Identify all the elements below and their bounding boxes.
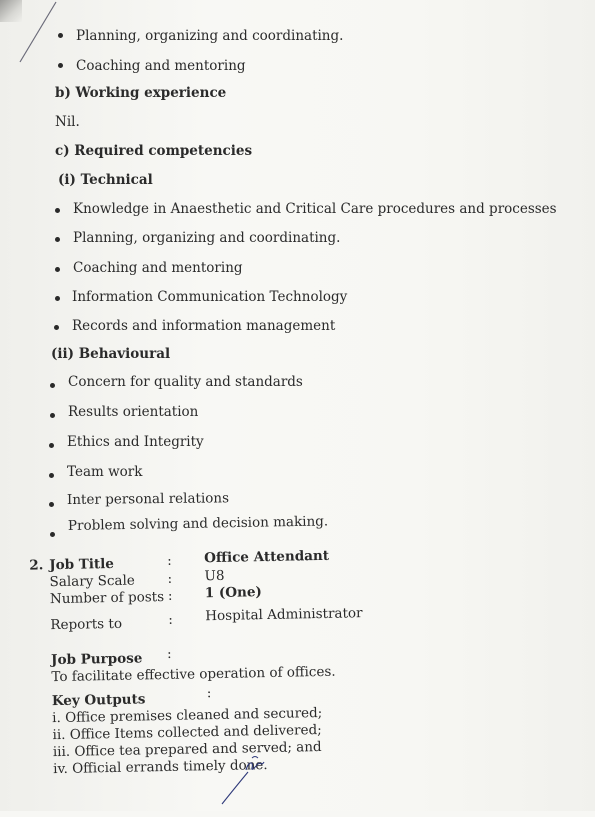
behavioural-heading: (ii) Behavioural bbox=[51, 346, 171, 362]
list-item: Results orientation bbox=[68, 404, 199, 420]
working-experience-heading: b) Working experience bbox=[55, 85, 227, 101]
list-item: Information Communication Technology bbox=[72, 289, 348, 305]
job-purpose-colon: : bbox=[166, 645, 172, 662]
handwritten-signature bbox=[218, 752, 268, 808]
key-output-item: iv. Official errands timely done. bbox=[53, 757, 268, 778]
list-item: Concern for quality and standards bbox=[68, 374, 303, 390]
list-item: Planning, organizing and coordinating. bbox=[76, 28, 344, 44]
list-item: Knowledge in Anaesthetic and Critical Care procedures and processes bbox=[73, 201, 557, 217]
job-title-label: Job Title bbox=[49, 555, 115, 574]
job-purpose-heading: Job Purpose bbox=[50, 650, 143, 669]
list-item: Records and information management bbox=[72, 318, 336, 334]
number-of-posts-value: 1 (One) bbox=[204, 584, 263, 602]
list-item: Coaching and mentoring bbox=[76, 58, 246, 74]
working-experience-text: Nil. bbox=[55, 114, 80, 130]
list-item: Coaching and mentoring bbox=[73, 260, 243, 276]
list-item: Team work bbox=[67, 464, 143, 480]
list-item: Ethics and Integrity bbox=[67, 434, 204, 450]
reports-to-label: Reports to bbox=[50, 615, 123, 634]
key-output-item: ii. Office Items collected and delivered; bbox=[52, 721, 322, 744]
job-purpose-text: To facilitate effective operation of offices. bbox=[51, 663, 336, 686]
list-item: Planning, organizing and coordinating. bbox=[73, 230, 341, 246]
key-outputs-colon: : bbox=[206, 685, 212, 702]
number-of-posts-label: Number of posts bbox=[49, 588, 165, 608]
list-item: Inter personal relations bbox=[66, 490, 230, 508]
salary-scale-value: U8 bbox=[204, 567, 225, 585]
reports-to-value: Hospital Administrator bbox=[205, 605, 363, 625]
reports-to-colon: : bbox=[168, 611, 174, 628]
technical-heading: (i) Technical bbox=[58, 172, 153, 188]
salary-scale-label: Salary Scale bbox=[49, 572, 135, 591]
salary-scale-colon: : bbox=[167, 570, 173, 587]
key-outputs-heading: Key Outputs bbox=[51, 691, 146, 710]
job-number: 2. bbox=[29, 557, 44, 574]
key-output-item: i. Office premises cleaned and secured; bbox=[52, 704, 323, 727]
list-item: Problem solving and decision making. bbox=[67, 513, 329, 534]
number-of-posts-colon: : bbox=[167, 587, 173, 604]
job-title-colon: : bbox=[167, 552, 172, 569]
job-title-value: Office Attendant bbox=[204, 547, 330, 567]
required-competencies-heading: c) Required competencies bbox=[55, 143, 253, 159]
key-output-item: iii. Office tea prepared and served; and bbox=[52, 738, 322, 761]
